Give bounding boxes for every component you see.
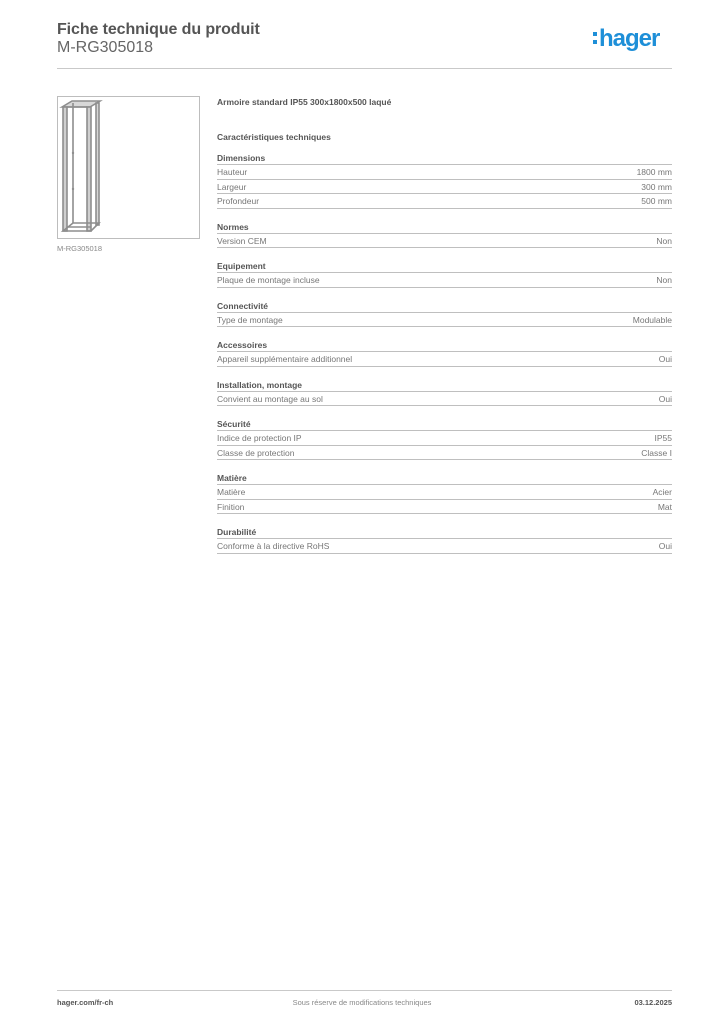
section-normes xyxy=(217,221,672,249)
footer-website-link[interactable]: hager.com/fr-ch xyxy=(57,998,114,1007)
section-durabilite xyxy=(217,526,672,554)
spec-value: Oui xyxy=(658,541,672,551)
spec-value: 1800 mm xyxy=(636,167,672,177)
spec-row xyxy=(217,539,672,554)
spec-row xyxy=(217,352,672,367)
section-matiere xyxy=(217,472,672,514)
footer-divider xyxy=(57,990,672,991)
spec-value: 300 mm xyxy=(641,181,672,192)
spec-value: Classe I xyxy=(641,447,672,458)
spec-label: Classe de protection xyxy=(217,447,295,458)
spec-value: Acier xyxy=(652,487,672,497)
spec-label: Matière xyxy=(217,487,246,497)
footer-date: 03.12.2025 xyxy=(634,998,672,1007)
section-title: Connectivité xyxy=(217,300,672,313)
section-connectivite xyxy=(217,300,672,328)
document-reference: M-RG305018 xyxy=(57,39,154,56)
characteristics-list xyxy=(217,152,672,554)
spec-row xyxy=(217,392,672,407)
spec-label: Plaque de montage incluse xyxy=(217,275,320,285)
section-title: Equipement xyxy=(217,260,672,273)
section-equipement xyxy=(217,260,672,288)
rack-cabinet-frame-icon xyxy=(58,97,199,238)
product-name: Armoire standard IP55 300x1800x500 laqué xyxy=(217,97,392,107)
spec-row xyxy=(217,313,672,328)
spec-value: Modulable xyxy=(632,314,672,325)
section-securite xyxy=(217,418,672,460)
spec-label: Profondeur xyxy=(217,196,260,206)
section-title: Installation, montage xyxy=(217,379,672,392)
spec-label: Type de montage xyxy=(217,314,283,325)
document-title: Fiche technique du produit xyxy=(57,21,260,38)
spec-label: Convient au montage au sol xyxy=(217,393,323,404)
product-details xyxy=(217,96,672,554)
product-image-caption: M-RG305018 xyxy=(57,244,103,253)
spec-value: Oui xyxy=(658,393,672,404)
spec-label: Indice de protection IP xyxy=(217,433,302,443)
spec-row xyxy=(217,273,672,288)
spec-row xyxy=(217,234,672,249)
spec-value: Mat xyxy=(657,501,672,512)
spec-label: Hauteur xyxy=(217,167,248,177)
hager-logo xyxy=(593,27,659,51)
footer-disclaimer: Sous réserve de modifications techniques xyxy=(292,998,432,1007)
logo-text: hager xyxy=(599,25,660,52)
spec-label: Conforme à la directive RoHS xyxy=(217,541,330,551)
section-title: Durabilité xyxy=(217,526,672,539)
spec-label: Version CEM xyxy=(217,235,267,246)
spec-row xyxy=(217,500,672,515)
spec-row xyxy=(217,165,672,180)
spec-value: Non xyxy=(656,235,672,246)
logo-colon-icon xyxy=(593,28,599,48)
spec-value: Oui xyxy=(658,354,672,364)
spec-label: Appareil supplémentaire additionnel xyxy=(217,354,353,364)
section-title: Normes xyxy=(217,221,672,234)
spec-row xyxy=(217,194,672,209)
spec-row xyxy=(217,180,672,195)
section-installation-montage xyxy=(217,379,672,407)
section-title: Dimensions xyxy=(217,152,672,165)
spec-value: Non xyxy=(656,275,672,285)
spec-value: 500 mm xyxy=(641,196,672,206)
spec-row xyxy=(217,431,672,446)
spec-row xyxy=(217,446,672,461)
header-divider xyxy=(57,68,672,69)
section-title: Sécurité xyxy=(217,418,672,431)
characteristics-title: Caractéristiques techniques xyxy=(217,132,331,142)
spec-label: Finition xyxy=(217,501,245,512)
spec-label: Largeur xyxy=(217,181,247,192)
spec-row xyxy=(217,485,672,500)
section-title: Accessoires xyxy=(217,339,672,352)
spec-value: IP55 xyxy=(654,433,672,443)
product-image xyxy=(57,96,200,239)
section-dimensions xyxy=(217,152,672,209)
section-title: Matière xyxy=(217,472,672,485)
section-accessoires xyxy=(217,339,672,367)
